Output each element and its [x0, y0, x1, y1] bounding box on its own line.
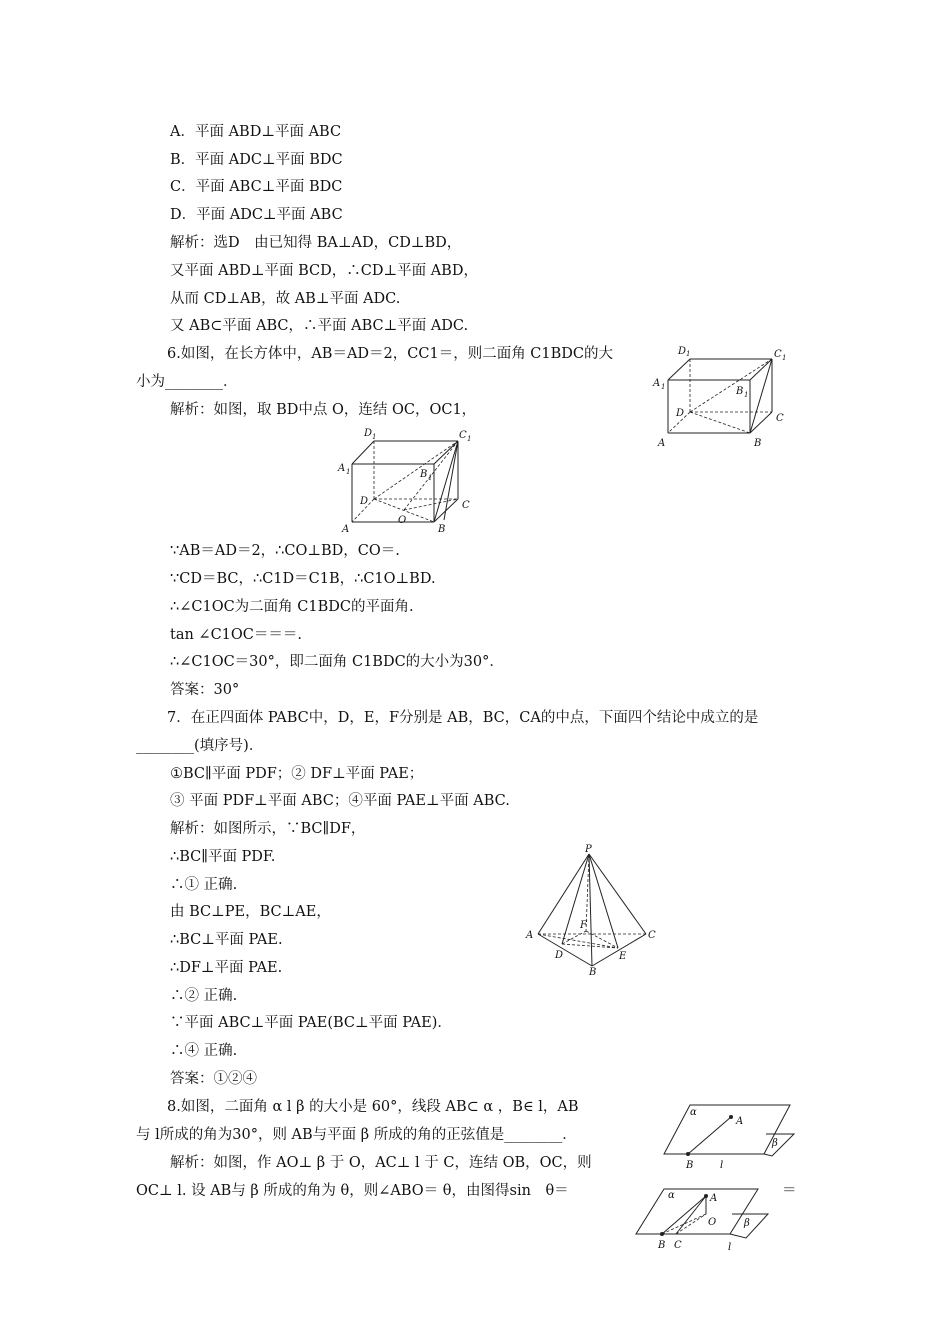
label-l: l [728, 1242, 732, 1253]
q6-step: tan ∠C1OC＝＝＝. [170, 627, 302, 643]
label-e: E [619, 951, 627, 962]
label-c: C [674, 1240, 682, 1251]
q5-solution-line: 从而 CD⊥AB，故 AB⊥平面 ADC. [170, 291, 401, 307]
q8-stem: 与 l所成的角为30°，则 AB与平面 β 所成的角的正弦值是________． [136, 1127, 577, 1143]
q5-solution-line: 又平面 ABD⊥平面 BCD，∴CD⊥平面 ABD， [170, 263, 478, 279]
label-b: B [686, 1160, 694, 1171]
label-sub: 1 [346, 468, 351, 476]
label-b1: B [420, 469, 428, 480]
q8-analysis: OC⊥ l. 设 AB与 β 所成的角为 θ，则∠ABO＝ θ，由图得sin θ＝ [136, 1183, 569, 1199]
option-b: B．平面 ADC⊥平面 BDC [170, 152, 343, 168]
tetrahedron-figure [522, 842, 664, 976]
label-d1: D [678, 346, 687, 357]
q7-stem: 7．在正四面体 PABC中，D，E，F分别是 AB，BC，CA的中点，下面四个结论中成立的是 [167, 710, 759, 726]
label-c: C [462, 500, 470, 511]
q6-analysis-intro: 解析：如图，取 BD中点 O，连结 OC，OC1， [170, 402, 477, 418]
label-a: A [736, 1116, 744, 1127]
label-a1: A [653, 378, 661, 389]
q8-analysis: 解析：如图，作 AO⊥ β 于 O，AC⊥ l 于 C，连结 OB，OC，则 [170, 1155, 592, 1171]
option-c: C．平面 ABC⊥平面 BDC [170, 179, 343, 195]
label-sub: 1 [782, 354, 787, 362]
q6-step: ∴∠C1OC为二面角 C1BDC的平面角. [170, 599, 414, 615]
label-sub: 1 [686, 350, 691, 358]
q6-step: ∴∠C1OC＝30°，即二面角 C1BDC的大小为30°． [170, 654, 504, 670]
label-d: D [360, 496, 369, 507]
label-c: C [776, 413, 784, 424]
label-a: A [342, 524, 350, 535]
q7-step: ∴④ 正确. [170, 1043, 238, 1059]
q7-step: ∴DF⊥平面 PAE. [170, 960, 283, 976]
alpha-label: α [690, 1107, 697, 1118]
q6-stem: 小为________． [136, 374, 238, 390]
label-c1: C [774, 349, 782, 360]
q7-item: ①BC∥平面 PDF；② DF⊥平面 PAE； [170, 766, 424, 782]
label-a1: A [338, 463, 346, 474]
label-sub: 1 [467, 435, 472, 443]
dihedral-figure [660, 1100, 800, 1172]
label-l: l [720, 1160, 724, 1171]
beta-label: β [744, 1218, 750, 1229]
q7-stem: ________(填序号)． [136, 738, 264, 754]
q7-step: ∴① 正确. [170, 877, 238, 893]
label-o: O [708, 1217, 717, 1228]
label-c: C [648, 930, 656, 941]
label-b: B [589, 967, 597, 976]
q6-stem: 6.如图，在长方体中，AB＝AD＝2，CC1＝，则二面角 C1BDC的大 [167, 346, 614, 362]
cuboid-figure [650, 342, 790, 454]
label-b: B [658, 1240, 666, 1251]
dihedral-analysis-figure [634, 1184, 774, 1256]
q5-solution-line: 又 AB⊂平面 ABC，∴平面 ABC⊥平面 ADC. [170, 318, 469, 334]
cuboid-with-o-figure [336, 424, 476, 536]
q5-solution-line: 解析：选D 由已知得 BA⊥AD，CD⊥BD， [170, 235, 462, 251]
label-b: B [438, 524, 446, 535]
option-a: A．平面 ABD⊥平面 ABC [170, 124, 342, 140]
label-c1: C [459, 430, 467, 441]
label-d1: D [364, 428, 373, 439]
q8-eq-tail: ＝ [782, 1183, 797, 1199]
label-sub: 1 [744, 391, 749, 399]
label-o: O [398, 515, 407, 526]
q8-stem: 8.如图，二面角 α l β 的大小是 60°，线段 AB⊂ α ，B∈ l，AB [167, 1099, 579, 1115]
label-a: A [658, 438, 666, 449]
q6-step: ∵AB＝AD＝2，∴CO⊥BD，CO＝. [170, 543, 400, 559]
q7-step: ∴BC∥平面 PDF. [170, 849, 276, 865]
label-d: D [676, 408, 685, 419]
q7-answer: 答案：①②④ [170, 1071, 257, 1087]
label-b: B [754, 438, 762, 449]
label-a: A [710, 1193, 718, 1204]
label-p: P [585, 844, 592, 855]
alpha-label: α [668, 1190, 675, 1201]
label-f: F [580, 920, 587, 931]
label-d: D [555, 950, 564, 961]
label-sub: 1 [661, 383, 666, 391]
q7-step: 由 BC⊥PE，BC⊥AE， [170, 904, 331, 920]
beta-label: β [772, 1138, 778, 1149]
q7-step: ∴BC⊥平面 PAE. [170, 932, 283, 948]
q6-step: ∵CD＝BC，∴C1D＝C1B，∴C1O⊥BD. [170, 571, 436, 587]
label-b1: B [736, 386, 744, 397]
q7-step: ∵平面 ABC⊥平面 PAE(BC⊥平面 PAE)． [170, 1015, 452, 1031]
q7-step: 解析：如图所示，∵BC∥DF， [170, 821, 366, 837]
q7-step: ∴② 正确. [170, 988, 238, 1004]
q6-answer: 答案：30° [170, 682, 240, 698]
option-d: D．平面 ADC⊥平面 ABC [170, 207, 343, 223]
label-sub: 1 [372, 433, 377, 441]
q7-item: ③ 平面 PDF⊥平面 ABC；④平面 PAE⊥平面 ABC. [170, 793, 510, 809]
label-sub: 1 [428, 474, 433, 482]
label-a: A [526, 930, 534, 941]
